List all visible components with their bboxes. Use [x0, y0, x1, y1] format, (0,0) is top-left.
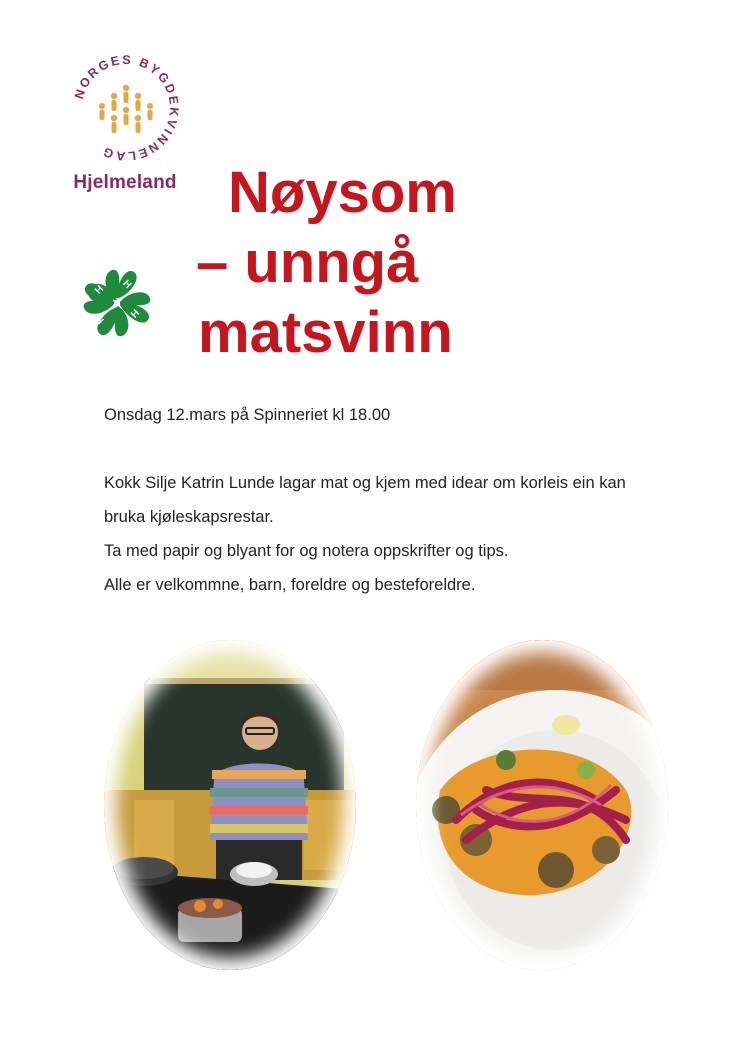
event-desc-line-1: Kokk Silje Katrin Lunde lagar mat og kjem med idear om korleis ein kan [104, 474, 626, 492]
emblem-figures [99, 85, 153, 133]
svg-text:H: H [92, 314, 106, 327]
event-welcome-note: Alle er velkommne, barn, foreldre og besteforeldre. [104, 576, 476, 594]
headline-line-3: matsvinn [198, 300, 453, 365]
bygdekvinnelag-logo [60, 52, 190, 202]
event-desc-line-2: bruka kjøleskapsrestar. [104, 508, 274, 526]
bygdekvinnelag-emblem [70, 52, 182, 164]
svg-text:H: H [120, 278, 134, 291]
svg-text:H: H [129, 307, 142, 321]
poster-headline [190, 158, 510, 368]
dish-photo [416, 640, 668, 970]
emblem-ring-text: NORGES BYGDEKVINNELAG [71, 52, 182, 164]
event-time-place: Onsdag 12.mars på Spinneriet kl 18.00 [104, 406, 391, 424]
headline-line-2: – unngå [196, 230, 419, 295]
chef-cooking-photo [104, 640, 356, 970]
headline-line-1: Nøysom [228, 160, 457, 225]
event-bring-note: Ta med papir og blyant for og notera oppskrifter og tips. [104, 542, 509, 560]
organization-name: Hjelmeland [73, 172, 177, 193]
event-description [104, 398, 704, 602]
4h-clover-logo [72, 258, 162, 348]
svg-text:H: H [93, 283, 106, 297]
